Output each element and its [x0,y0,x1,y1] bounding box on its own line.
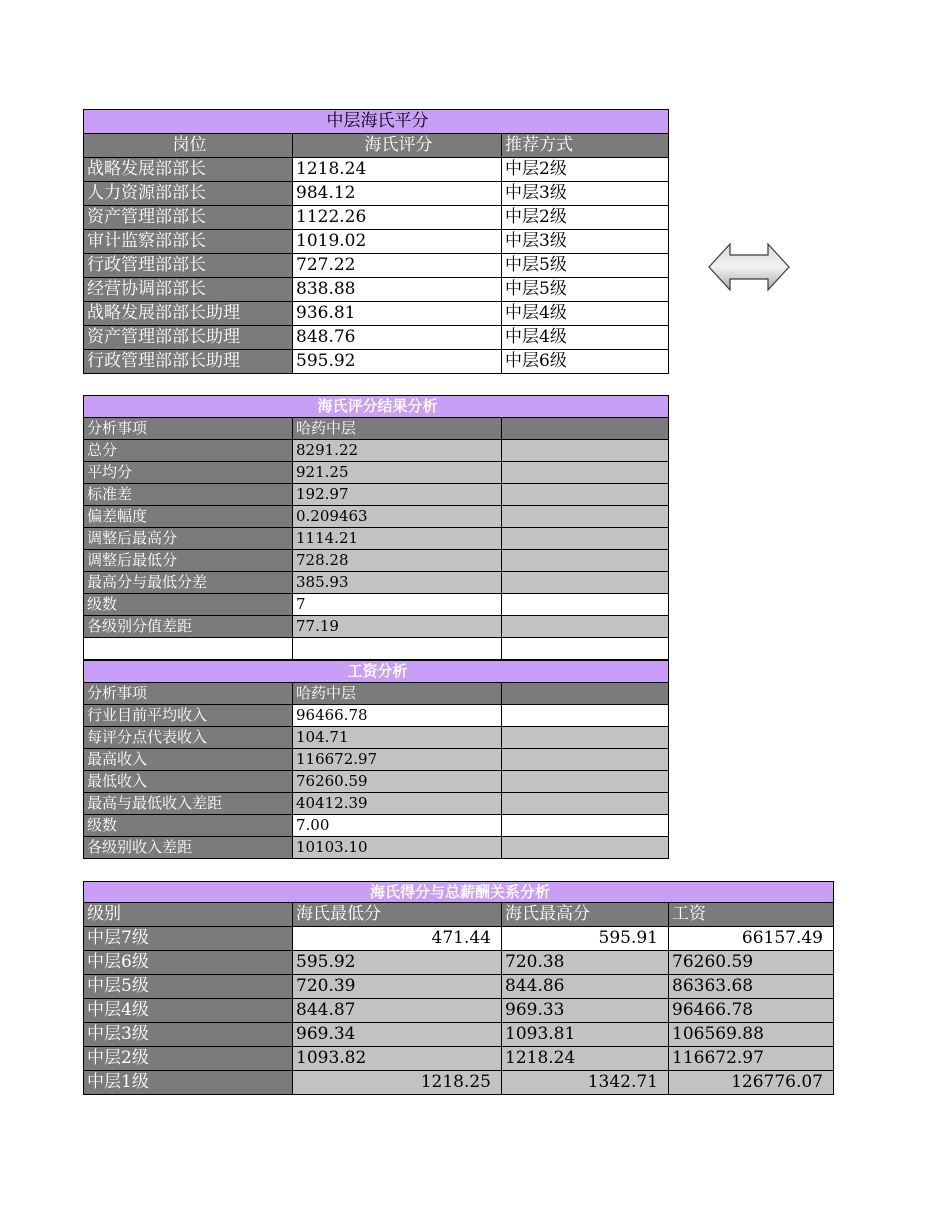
table-row [84,182,669,206]
level-cell[interactable]: 中层5级 [84,975,293,999]
salary-analysis-table [83,660,669,859]
level-cell[interactable]: 中层4级 [502,302,669,326]
level-cell[interactable]: 中层1级 [84,1071,293,1095]
value-cell[interactable]: 728.28 [293,550,502,572]
item-cell[interactable]: 各级别分值差距 [84,616,293,638]
value-cell[interactable]: 77.19 [293,616,502,638]
score-cell[interactable]: 936.81 [293,302,502,326]
empty-cell[interactable] [502,506,669,528]
hay-score-table [83,109,669,374]
column-header: 分析事项 [84,418,293,440]
level-cell[interactable]: 中层7级 [84,927,293,951]
empty-cell[interactable] [502,771,669,793]
salary-cell[interactable]: 126776.07 [669,1071,834,1095]
table-row [84,254,669,278]
position-cell[interactable]: 行政管理部部长 [84,254,293,278]
item-cell[interactable]: 最高与最低收入差距 [84,793,293,815]
max-score-cell[interactable]: 969.33 [502,999,669,1023]
column-header: 推荐方式 [502,134,669,158]
table-row [84,440,669,462]
item-cell[interactable]: 级数 [84,815,293,837]
level-cell[interactable]: 中层3级 [502,230,669,254]
table-row [84,837,669,859]
empty-cell[interactable] [502,572,669,594]
column-header: 分析事项 [84,683,293,705]
min-score-cell[interactable]: 844.87 [293,999,502,1023]
empty-cell[interactable] [502,440,669,462]
score-cell[interactable]: 848.76 [293,326,502,350]
column-header: 海氏评分 [293,134,502,158]
max-score-cell[interactable]: 844.86 [502,975,669,999]
item-cell[interactable]: 调整后最低分 [84,550,293,572]
salary-cell[interactable]: 116672.97 [669,1047,834,1071]
empty-cell[interactable] [502,616,669,638]
score-cell[interactable]: 727.22 [293,254,502,278]
column-header [502,418,669,440]
position-cell[interactable]: 战略发展部部长 [84,158,293,182]
score-cell[interactable]: 1218.24 [293,158,502,182]
table-row [84,1071,834,1095]
empty-cell[interactable] [502,815,669,837]
level-cell[interactable]: 中层2级 [502,158,669,182]
column-header: 工资 [669,903,834,927]
table-row [84,326,669,350]
position-cell[interactable]: 战略发展部部长助理 [84,302,293,326]
level-cell[interactable]: 中层3级 [84,1023,293,1047]
salary-cell[interactable]: 106569.88 [669,1023,834,1047]
item-cell[interactable]: 最高分与最低分差 [84,572,293,594]
level-cell[interactable]: 中层6级 [84,951,293,975]
value-cell[interactable]: 104.71 [293,727,502,749]
item-cell[interactable]: 级数 [84,594,293,616]
table-row [84,550,669,572]
score-analysis-title: 海氏评分结果分析 [84,396,669,418]
table-row [84,230,669,254]
value-cell[interactable]: 192.97 [293,484,502,506]
value-cell[interactable]: 7.00 [293,815,502,837]
table-row [84,484,669,506]
table-row [84,506,669,528]
level-cell[interactable]: 中层4级 [502,326,669,350]
empty-cell[interactable] [502,705,669,727]
score-salary-relation-table [83,881,834,1095]
min-score-cell[interactable]: 471.44 [293,927,502,951]
item-cell[interactable]: 偏差幅度 [84,506,293,528]
column-header: 岗位 [84,134,293,158]
value-cell[interactable]: 40412.39 [293,793,502,815]
table-row [84,999,834,1023]
table-row [84,771,669,793]
position-cell[interactable]: 资产管理部部长助理 [84,326,293,350]
table-row [84,594,669,616]
table-row [84,278,669,302]
value-cell[interactable]: 7 [293,594,502,616]
item-cell[interactable]: 最低收入 [84,771,293,793]
max-score-cell[interactable]: 1342.71 [502,1071,669,1095]
table-row [84,705,669,727]
table-row [84,951,834,975]
table-row [84,350,669,374]
value-cell[interactable]: 96466.78 [293,705,502,727]
table-row [84,302,669,326]
table-row [84,1023,834,1047]
min-score-cell[interactable]: 595.92 [293,951,502,975]
max-score-cell[interactable]: 1218.24 [502,1047,669,1071]
score-cell[interactable]: 1122.26 [293,206,502,230]
value-cell[interactable]: 116672.97 [293,749,502,771]
table-row [84,572,669,594]
empty-cell[interactable] [84,638,293,660]
min-score-cell[interactable]: 969.34 [293,1023,502,1047]
item-cell[interactable]: 各级别收入差距 [84,837,293,859]
table-row [84,749,669,771]
empty-cell[interactable] [502,749,669,771]
hay-score-table-title: 中层海氏平分 [84,110,669,134]
value-cell[interactable]: 8291.22 [293,440,502,462]
position-cell[interactable]: 经营协调部部长 [84,278,293,302]
table-row [84,975,834,999]
salary-cell[interactable]: 96466.78 [669,999,834,1023]
table-row [84,206,669,230]
column-header [502,683,669,705]
spacer-row [84,638,669,660]
value-cell[interactable]: 385.93 [293,572,502,594]
column-header: 海氏最低分 [293,903,502,927]
score-cell[interactable]: 595.92 [293,350,502,374]
max-score-cell[interactable]: 720.38 [502,951,669,975]
level-cell[interactable]: 中层5级 [502,278,669,302]
position-cell[interactable]: 人力资源部部长 [84,182,293,206]
column-header: 海氏最高分 [502,903,669,927]
empty-cell[interactable] [502,594,669,616]
table-row [84,158,669,182]
double-arrow-icon [708,242,790,292]
min-score-cell[interactable]: 1093.82 [293,1047,502,1071]
max-score-cell[interactable]: 595.91 [502,927,669,951]
table-row [84,927,834,951]
salary-cell[interactable]: 66157.49 [669,927,834,951]
item-cell[interactable]: 调整后最高分 [84,528,293,550]
position-cell[interactable]: 资产管理部部长 [84,206,293,230]
table-row [84,528,669,550]
item-cell[interactable]: 最高收入 [84,749,293,771]
table-row [84,727,669,749]
table-row [84,815,669,837]
column-header: 哈药中层 [293,683,502,705]
empty-cell[interactable] [502,793,669,815]
position-cell[interactable]: 行政管理部部长助理 [84,350,293,374]
value-cell[interactable]: 10103.10 [293,837,502,859]
level-cell[interactable]: 中层3级 [502,182,669,206]
level-cell[interactable]: 中层2级 [502,206,669,230]
level-cell[interactable]: 中层2级 [84,1047,293,1071]
empty-cell[interactable] [502,550,669,572]
empty-cell[interactable] [502,727,669,749]
max-score-cell[interactable]: 1093.81 [502,1023,669,1047]
salary-analysis-title: 工资分析 [84,661,669,683]
score-analysis-table [83,395,669,660]
table-row [84,616,669,638]
item-cell[interactable]: 平均分 [84,462,293,484]
value-cell[interactable]: 1114.21 [293,528,502,550]
item-cell[interactable]: 每评分点代表收入 [84,727,293,749]
empty-cell[interactable] [502,837,669,859]
item-cell[interactable]: 行业目前平均收入 [84,705,293,727]
value-cell[interactable]: 76260.59 [293,771,502,793]
value-cell[interactable]: 921.25 [293,462,502,484]
empty-cell[interactable] [502,638,669,660]
min-score-cell[interactable]: 720.39 [293,975,502,999]
column-header: 级别 [84,903,293,927]
salary-cell[interactable]: 76260.59 [669,951,834,975]
table-row [84,1047,834,1071]
min-score-cell[interactable]: 1218.25 [293,1071,502,1095]
level-cell[interactable]: 中层4级 [84,999,293,1023]
score-cell[interactable]: 838.88 [293,278,502,302]
score-cell[interactable]: 1019.02 [293,230,502,254]
score-cell[interactable]: 984.12 [293,182,502,206]
level-cell[interactable]: 中层6级 [502,350,669,374]
column-header: 哈药中层 [293,418,502,440]
empty-cell[interactable] [502,462,669,484]
level-cell[interactable]: 中层5级 [502,254,669,278]
empty-cell[interactable] [502,528,669,550]
table-row [84,793,669,815]
position-cell[interactable]: 审计监察部部长 [84,230,293,254]
empty-cell[interactable] [502,484,669,506]
value-cell[interactable]: 0.209463 [293,506,502,528]
item-cell[interactable]: 标准差 [84,484,293,506]
score-salary-relation-title: 海氏得分与总薪酬关系分析 [84,882,834,903]
table-row [84,462,669,484]
empty-cell[interactable] [293,638,502,660]
item-cell[interactable]: 总分 [84,440,293,462]
salary-cell[interactable]: 86363.68 [669,975,834,999]
